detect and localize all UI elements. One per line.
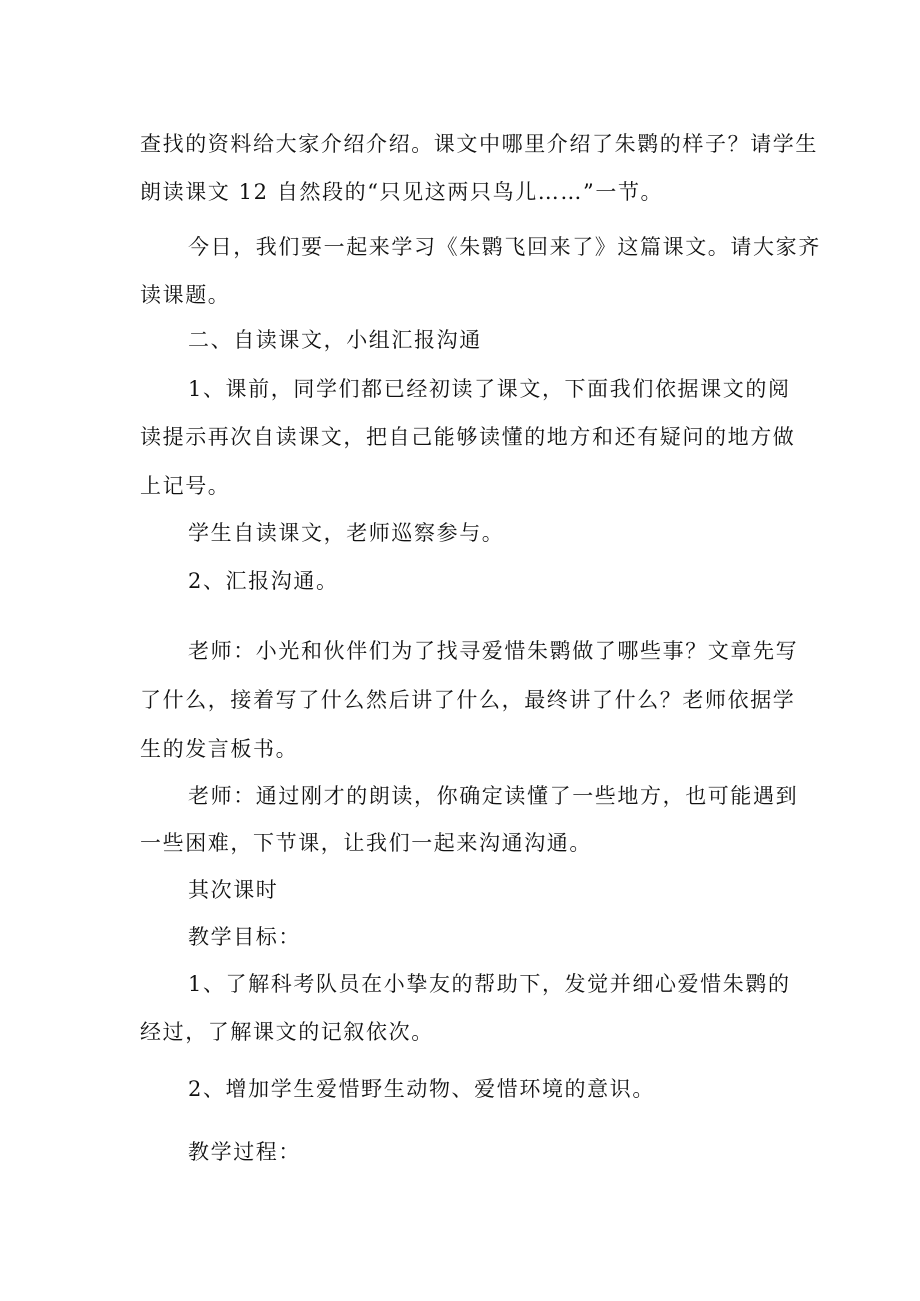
text-line: 生的发言板书。: [140, 737, 299, 761]
section-heading: 其次课时: [188, 878, 279, 902]
text-line: 2、增加学生爱惜野生动物、爱惜环境的意识。: [188, 1077, 655, 1101]
text-line: 1、了解科考队员在小挚友的帮助下，发觉并细心爱惜朱鹮的: [188, 972, 791, 996]
text-line: 读课题。: [140, 283, 231, 307]
text-line: 今日，我们要一起来学习《朱鹮飞回来了》这篇课文。请大家齐: [188, 235, 821, 259]
text-line: 1、课前，同学们都已经初读了课文，下面我们依据课文的阅: [188, 377, 791, 401]
text-line: 一些困难，下节课，让我们一起来沟通沟通。: [140, 831, 592, 855]
text-line: 查找的资料给大家介绍介绍。课文中哪里介绍了朱鹮的样子？请学生: [140, 132, 818, 156]
section-heading: 二、自读课文，小组汇报沟通: [188, 328, 482, 352]
text-line: 朗读课文 12 自然段的“只见这两只鸟儿……”一节。: [140, 180, 664, 204]
text-line: 了什么，接着写了什么然后讲了什么，最终讲了什么？老师依据学: [140, 688, 796, 712]
text-line: 上记号。: [140, 474, 231, 498]
section-heading: 教学目标：: [188, 925, 301, 949]
text-line: 学生自读课文，老师巡察参与。: [188, 521, 505, 545]
text-line: 老师：通过刚才的朗读，你确定读懂了一些地方，也可能遇到: [188, 784, 799, 808]
text-line: 老师：小光和伙伴们为了找寻爱惜朱鹮做了哪些事？文章先写: [188, 639, 799, 663]
text-line: 2、汇报沟通。: [188, 569, 339, 593]
section-heading: 教学过程：: [188, 1140, 301, 1164]
text-line: 经过，了解课文的记叙依次。: [140, 1020, 434, 1044]
text-line: 读提示再次自读课文，把自己能够读懂的地方和还有疑问的地方做: [140, 425, 796, 449]
